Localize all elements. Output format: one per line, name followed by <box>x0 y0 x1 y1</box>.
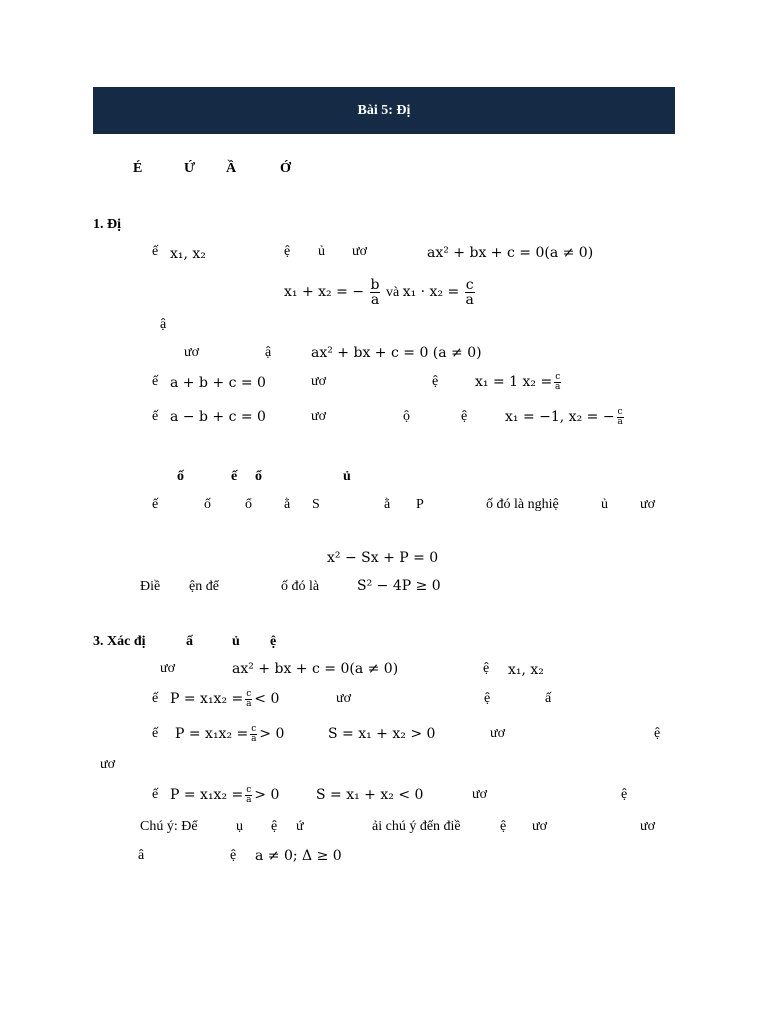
text-fragment: ươ <box>311 374 326 389</box>
text-fragment: ố đó là nghiệ <box>486 497 559 512</box>
fraction-c-over-a: $\frac{c}{a}$ <box>555 371 561 393</box>
text-fragment: ế <box>152 374 159 389</box>
math-sum: S = x₁ + x₂ > 0 <box>328 726 436 742</box>
text-fragment: ệ <box>461 409 468 424</box>
math-equation: ax² + bx + c = 0(a ≠ 0) <box>427 245 594 261</box>
math-equation: a − b + c = 0 <box>170 409 266 425</box>
text-fragment: ế <box>152 497 159 512</box>
fraction-c-over-a: $\frac{c}{a}$ <box>617 406 623 428</box>
math-equation: ax² + bx + c = 0 (a ≠ 0) <box>311 345 482 361</box>
text-fragment: ươ <box>100 757 115 772</box>
text-fragment: â <box>138 848 145 863</box>
math-condition: a ≠ 0; Δ ≥ 0 <box>255 848 342 864</box>
text-fragment: ệ <box>432 374 439 389</box>
text-fragment: ươ <box>184 345 199 360</box>
section-3-title: 3. Xác đị <box>93 634 146 649</box>
text-fragment: ậ <box>265 345 272 360</box>
math-vars: x₁, x₂ <box>508 662 544 678</box>
lesson-title: Bài 5: Đị <box>357 103 411 118</box>
text-fragment: ệ <box>654 726 661 741</box>
title-banner <box>93 87 675 134</box>
text-fragment: ằ <box>384 497 391 512</box>
fraction-c-over-a: $\frac{c}{a}$ <box>246 688 252 710</box>
text-fragment: ệ <box>284 244 291 259</box>
section-1-title: 1. Đị <box>93 217 121 232</box>
text-fragment: ệ <box>484 691 491 706</box>
heading-char-4: Ớ <box>280 161 291 176</box>
text-fragment: ệ <box>270 634 277 649</box>
math-rhs: x₁ · x₂ = <box>402 284 460 300</box>
heading-char-2: Ứ <box>184 161 196 176</box>
text-fragment: ủ <box>232 634 240 649</box>
text-fragment: ố đó là <box>281 579 320 594</box>
text-fragment: ế <box>152 409 159 424</box>
text-fragment: ươ <box>640 497 655 512</box>
text-fragment: ụ <box>236 819 243 834</box>
text-fragment: ậ <box>160 317 167 332</box>
text-fragment: ố <box>177 469 184 484</box>
text-fragment: ủ <box>601 497 608 512</box>
math-equation: a + b + c = 0 <box>170 375 266 391</box>
text-fragment: ế <box>231 469 238 484</box>
text-fragment: ải chú ý đến điề <box>372 819 461 834</box>
heading-char-1: É <box>133 161 143 176</box>
text-fragment: ệ <box>483 661 490 676</box>
text-fragment: ươ <box>472 787 487 802</box>
text-fragment: Điề <box>140 579 161 594</box>
math-product: P = x₁x₂ = $\frac{c}{a}$ > 0 <box>170 784 280 806</box>
math-product: P = x₁x₂ = $\frac{c}{a}$ > 0 <box>175 723 285 745</box>
text-fragment: S <box>312 497 320 512</box>
text-fragment: ổ <box>245 497 252 512</box>
text-fragment: ươ <box>336 691 351 706</box>
text-fragment: ế <box>152 787 159 802</box>
text-fragment: ệ <box>621 787 628 802</box>
text-fragment: ươ <box>160 661 175 676</box>
math-condition: S² − 4P ≥ 0 <box>357 578 441 594</box>
text-fragment: ệ <box>271 819 278 834</box>
text-fragment: ấ <box>545 691 552 706</box>
text-fragment: ươ <box>640 819 655 834</box>
text-fragment: ệ <box>500 819 507 834</box>
vieta-formula <box>284 276 477 309</box>
heading-char-3: Ầ <box>226 161 237 176</box>
text-fragment: ện để <box>189 579 219 594</box>
text-fragment: ổ <box>255 469 262 484</box>
math-solution: x₁ = 1 x₂ = $\frac{c}{a}$ <box>475 371 561 393</box>
text-fragment: ươ <box>490 726 505 741</box>
text-fragment: ươ <box>532 819 547 834</box>
text-fragment: ế <box>152 726 159 741</box>
text-fragment: ấ <box>186 634 193 649</box>
math-vars: x₁, x₂ <box>170 246 206 262</box>
text-fragment: ế <box>152 244 159 259</box>
text-fragment: Chú ý: Để <box>140 819 198 834</box>
text-fragment: ươ <box>311 409 326 424</box>
text-fragment: ệ <box>230 848 237 863</box>
text-fragment: ộ <box>403 409 410 424</box>
text-fragment: ươ <box>352 244 367 259</box>
text-fragment: ế <box>152 691 159 706</box>
text-fragment: ố <box>204 497 211 512</box>
fraction-c-over-a: $\frac{c}{a}$ <box>246 784 252 806</box>
text-fragment: ủ <box>343 469 351 484</box>
fraction-c-over-a: $\frac{c}{a}$ <box>251 723 257 745</box>
text-fragment: ằ <box>284 497 291 512</box>
quadratic-sum-product: x² − Sx + P = 0 <box>327 550 439 566</box>
math-lhs: x₁ + x₂ = − <box>284 284 365 300</box>
text-fragment: P <box>416 497 424 512</box>
text-fragment: ủ <box>318 244 325 259</box>
math-product: P = x₁x₂ = $\frac{c}{a}$ < 0 <box>170 688 280 710</box>
text-fragment: ứ <box>296 819 304 834</box>
math-sum: S = x₁ + x₂ < 0 <box>316 787 424 803</box>
fraction-c-over-a: $\frac{c}{a}$ <box>465 276 474 309</box>
text-va: và <box>385 285 400 300</box>
math-solution: x₁ = −1, x₂ = − $\frac{c}{a}$ <box>505 406 623 428</box>
math-equation: ax² + bx + c = 0(a ≠ 0) <box>232 661 399 677</box>
fraction-b-over-a: $\frac{b}{a}$ <box>370 276 380 309</box>
